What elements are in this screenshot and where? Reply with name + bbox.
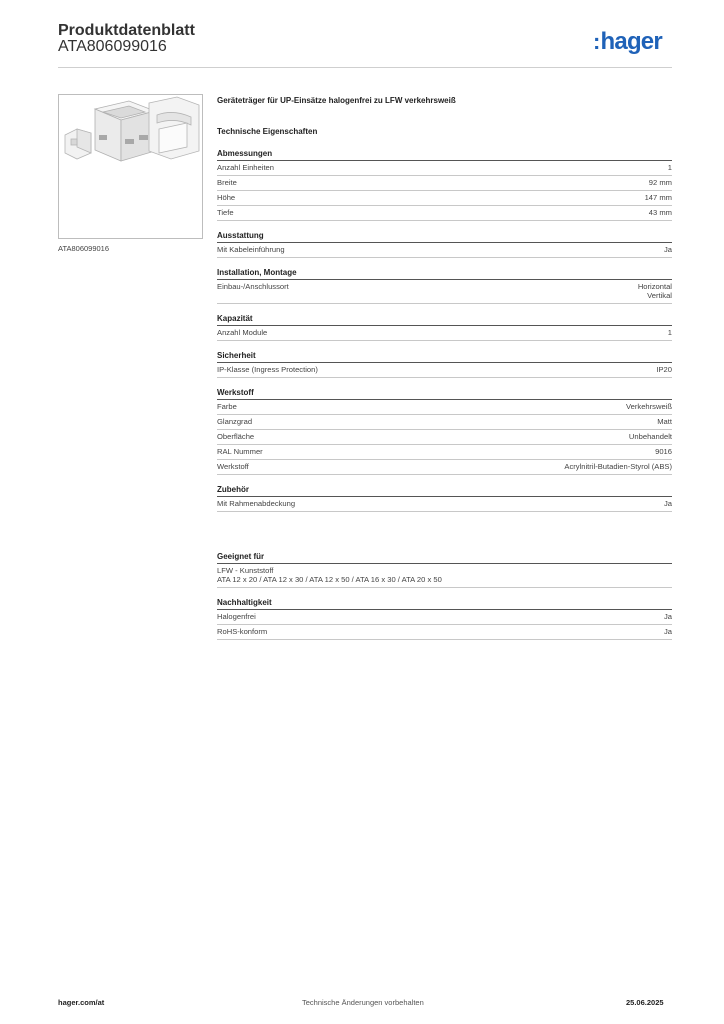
table-row [217, 610, 672, 625]
logo-text: hager [600, 28, 662, 55]
footer-date: 25.06.2025 [626, 998, 664, 1007]
table-row [217, 206, 672, 221]
row-value-line: Horizontal [637, 282, 672, 291]
row-label: IP-Klasse (Ingress Protection) [217, 365, 318, 374]
logo-colon-icon: : [593, 29, 600, 54]
table-row [217, 363, 672, 378]
row-label: RoHS-konform [217, 627, 268, 636]
row-value: Verkehrsweiß [626, 402, 672, 411]
table-row [217, 625, 672, 640]
footer-website-link[interactable]: hager.com/at [58, 998, 105, 1007]
row-label: Mit Rahmenabdeckung [217, 499, 296, 508]
suitable-line: ATA 12 x 20 / ATA 12 x 30 / ATA 12 x 50 / ATA 16 x 30 / ATA 20 x 50 [217, 575, 442, 584]
section-title: Geeignet für [217, 552, 672, 564]
row-label: Breite [217, 178, 237, 187]
row-label: Mit Kabeleinführung [217, 245, 285, 254]
row-label: Einbau-/Anschlussort [217, 282, 289, 291]
section-title: Kapazität [217, 314, 672, 326]
section-zubehoer [217, 485, 672, 512]
table-row [217, 326, 672, 341]
section-abmessungen [217, 149, 672, 221]
section-ausstattung [217, 231, 672, 258]
section-title: Werkstoff [217, 388, 672, 400]
page-title: Produktdatenblatt [58, 22, 195, 39]
header-divider [58, 67, 672, 68]
box-part [95, 101, 155, 161]
row-label: Anzahl Einheiten [217, 163, 274, 172]
row-value-line: Vertikal [647, 291, 672, 300]
row-value: 92 mm [648, 178, 672, 187]
section-title: Ausstattung [217, 231, 672, 243]
row-value [638, 282, 672, 300]
row-label: Halogenfrei [217, 612, 256, 621]
row-label: Anzahl Module [217, 328, 268, 337]
section-title: Sicherheit [217, 351, 672, 363]
table-row [217, 415, 672, 430]
table-row [217, 161, 672, 176]
product-illustration [59, 95, 202, 238]
hager-logo[interactable] [593, 28, 662, 56]
row-label: Farbe [217, 402, 237, 411]
row-value: Unbehandelt [628, 432, 672, 441]
row-label: Glanzgrad [217, 417, 253, 426]
table-row [217, 176, 672, 191]
product-image [58, 94, 203, 239]
section-title: Installation, Montage [217, 268, 672, 280]
row-label: Werkstoff [217, 462, 249, 471]
table-row [217, 430, 672, 445]
table-row [217, 280, 672, 304]
table-row [217, 400, 672, 415]
row-value: 9016 [655, 447, 672, 456]
row-value: Ja [663, 499, 672, 508]
row-value: 43 mm [648, 208, 672, 217]
row-value: IP20 [656, 365, 672, 374]
article-number: ATA806099016 [58, 38, 167, 55]
row-value: Ja [663, 612, 672, 621]
row-value: 1 [667, 163, 672, 172]
row-value: Acrylnitril-Butadien-Styrol (ABS) [564, 462, 672, 471]
section-installation [217, 268, 672, 304]
row-value: Ja [663, 627, 672, 636]
section-nachhaltigkeit [217, 598, 672, 640]
row-label: Höhe [217, 193, 236, 202]
footer-note: Technische Änderungen vorbehalten [302, 998, 424, 1007]
section-geeignet [217, 552, 672, 588]
section-kapazitaet [217, 314, 672, 341]
suitable-line: LFW - Kunststoff [217, 566, 274, 575]
row-label: Tiefe [217, 208, 234, 217]
bracket-part [65, 129, 91, 159]
table-row [217, 460, 672, 475]
row-label: Oberfläche [217, 432, 255, 441]
row-value: Ja [663, 245, 672, 254]
section-title: Nachhaltigkeit [217, 598, 672, 610]
table-row [217, 497, 672, 512]
row-value: 147 mm [644, 193, 672, 202]
image-caption: ATA806099016 [58, 244, 110, 253]
section-werkstoff [217, 388, 672, 475]
table-row [217, 564, 672, 588]
section-sicherheit [217, 351, 672, 378]
technical-properties-title: Technische Eigenschaften [217, 127, 318, 136]
row-value: 1 [667, 328, 672, 337]
section-title: Abmessungen [217, 149, 672, 161]
table-row [217, 191, 672, 206]
row-value: Matt [657, 417, 672, 426]
row-label: RAL Nummer [217, 447, 263, 456]
table-row [217, 243, 672, 258]
cover-part [149, 97, 199, 159]
section-title: Zubehör [217, 485, 672, 497]
product-description: Geräteträger für UP-Einsätze halogenfrei zu LFW verkehrsweiß [217, 96, 456, 105]
table-row [217, 445, 672, 460]
main-content [217, 96, 672, 650]
